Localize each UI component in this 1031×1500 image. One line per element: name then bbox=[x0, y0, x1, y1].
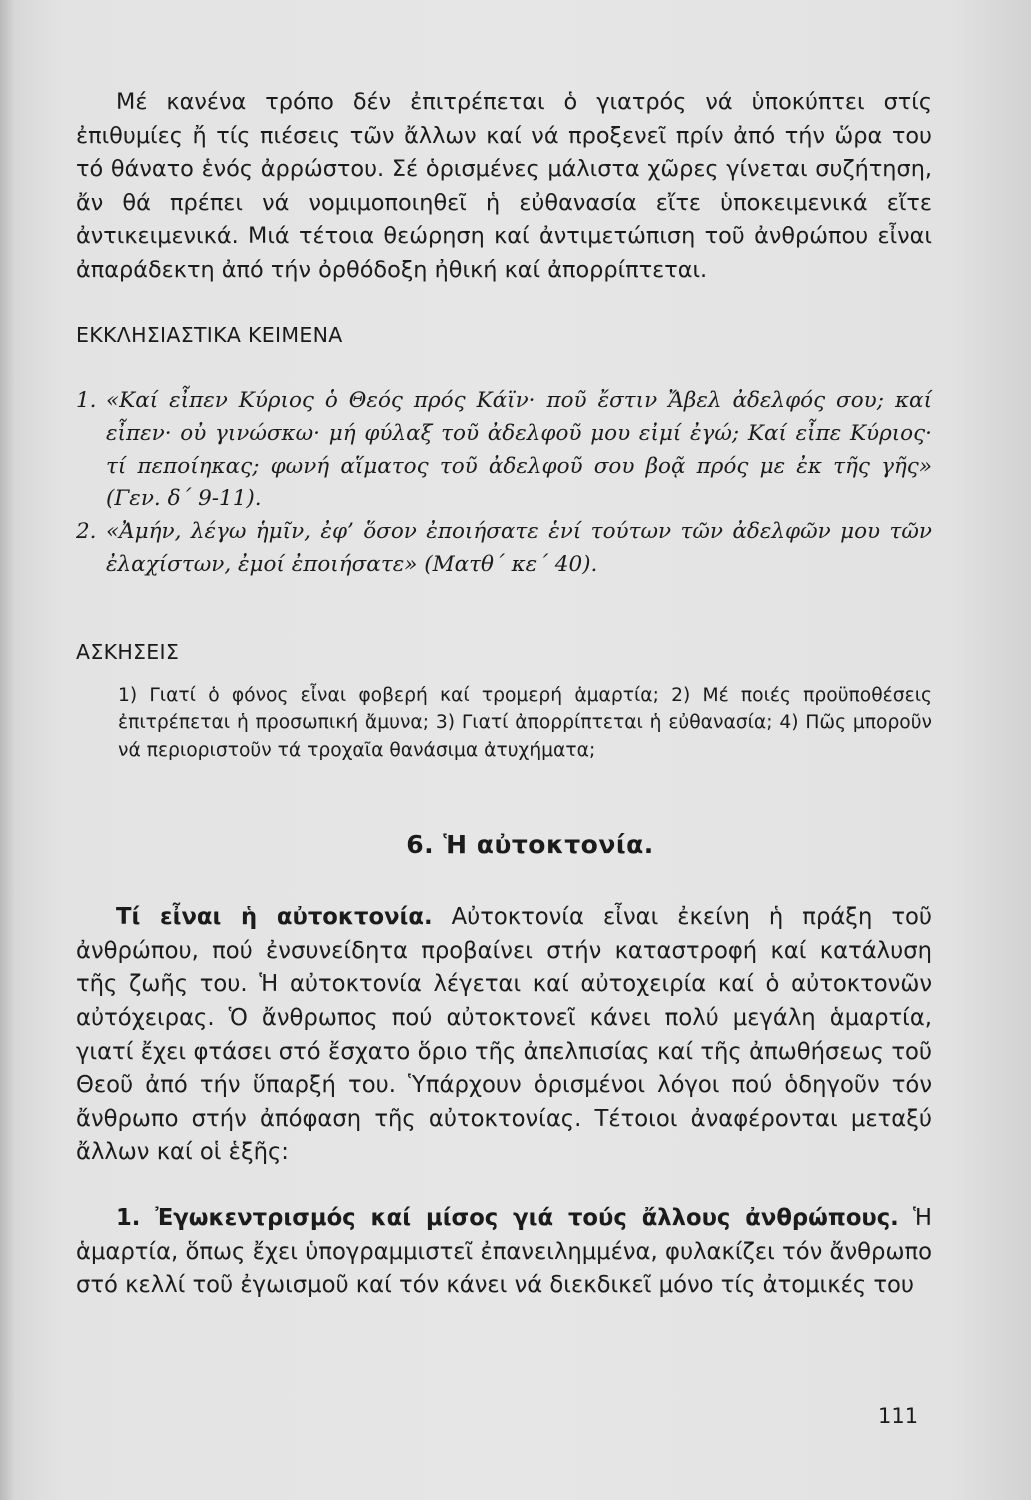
definition-paragraph bbox=[76, 901, 932, 1170]
reason-1-text: Ἡ ἁμαρτία, ὅπως ἔχει ὑπογραμμιστεῖ ἐπανειλημμένα, φυλακίζει τόν ἄνθρωπο στό κελλί τοῦ ἐγωισμοῦ καί τόν κάνει νά διεκδικεῖ μόνο τίς ἀτομικές του bbox=[76, 1205, 932, 1299]
definition-text: Αὐτοκτονία εἶναι ἐκείνη ἡ πράξη τοῦ ἀνθρώπου, πού ἐνσυνείδητα προβαίνει στήν καταστροφή καί κατάλυση τῆς ζωῆς του. Ἡ αὐτοκτονία λέγεται καί αὐτοχειρία καί ὁ αὐτοκτονῶν αὐτόχειρας. Ὁ ἄνθρωπος πού αὐτοκτονεῖ κάνει πολύ μεγάλη ἁμαρτία, γιατί ἔχει φτάσει στό ἔσχατο ὅριο τῆς ἀπελπισίας καί τῆς ἀπωθήσεως τοῦ Θεοῦ ἀπό τήν ὕπαρξή του. Ὑπάρχουν ὁρισμένοι λόγοι πού ὁδηγοῦν τόν ἄνθρωπο στήν ἀπόφαση τῆς αὐτοκτονίας. Τέτοιοι ἀναφέρονται μεταξύ ἄλλων καί οἱ ἑξῆς: bbox=[76, 904, 933, 1166]
page-spine-shadow bbox=[0, 0, 14, 1500]
page-content bbox=[76, 86, 932, 1303]
reason-1-paragraph bbox=[76, 1202, 932, 1303]
church-text-item bbox=[76, 516, 932, 582]
exercises-heading: ΑΣΚΗΣΕΙΣ bbox=[76, 639, 180, 664]
church-text-quote: «Καί εἶπεν Κύριος ὁ Θεός πρός Κάϊν· ποῦ ἔστιν Ἄβελ ἀδελφός σου; καί εἶπεν· οὐ γινώσκω· μή φύλαξ τοῦ ἀδελφοῦ μου εἰμί ἐγώ; Καί εἶπε Κύριος· τί πεποίηκας; φωνή αἵματος τοῦ ἀδελφοῦ σου βοᾷ πρός με ἐκ τῆς γῆς» (Γεν. δ΄ 9-11). bbox=[106, 388, 932, 512]
exercises-text: 1) Γιατί ὁ φόνος εἶναι φοβερή καί τρομερή ἁμαρτία; 2) Μέ ποιές προϋποθέσεις ἐπιτρέπεται ἡ προσωπική ἄμυνα; 3) Γιατί ἀπορρίπτεται ἡ εὐθανασία; 4) Πῶς μποροῦν νά περιοριστοῦν τά τροχαῖα θανάσιμα ἀτυχήματα; bbox=[118, 684, 932, 761]
church-texts-heading: ΕΚΚΛΗΣΙΑΣΤΙΚΑ ΚΕΙΜΕΝΑ bbox=[76, 323, 343, 347]
church-text-number: 1. bbox=[76, 388, 97, 413]
reason-1-lead: 1. Ἐγωκεντρισμός καί μίσος γιά τούς ἄλλους ἀνθρώπους. bbox=[116, 1205, 899, 1232]
definition-lead: Τί εἶναι ἡ αὐτοκτονία. bbox=[116, 904, 433, 931]
church-text-item bbox=[76, 385, 932, 516]
church-texts-list bbox=[76, 385, 932, 582]
top-paragraph: Μέ κανένα τρόπο δέν ἐπιτρέπεται ὁ γιατρός νά ὑποκύπτει στίς ἐπιθυμίες ἤ τίς πιέσεις τῶν ἄλλων καί νά προξενεῖ πρίν ἀπό τήν ὥρα του τό θάνατο ἑνός ἀρρώστου. Σέ ὁρισμένες μάλιστα χῶρες γίνεται συζήτηση, ἄν θά πρέπει νά νομιμοποιηθεῖ ἡ εὐθανασία εἴτε ὑποκειμενικά εἴτε ἀντικειμενικά. Μιά τέτοια θεώρηση καί ἀντιμετώπιση τοῦ ἀνθρώπου εἶναι ἀπαράδεκτη ἀπό τήν ὀρθόδοξη ἠθική καί ἀπορρίπτεται. bbox=[76, 89, 932, 283]
chapter-title: 6. Ἡ αὐτοκτονία. bbox=[406, 830, 654, 860]
church-text-number: 2. bbox=[76, 519, 97, 545]
page-number: 111 bbox=[878, 1404, 919, 1428]
church-text-quote: «Ἀμήν, λέγω ἡμῖν, ἐφ’ ὅσον ἐποιήσατε ἑνί τούτων τῶν ἀδελφῶν μου τῶν ἐλαχίστων, ἐμοί ἐποιήσατε» (Ματθ΄ κε΄ 40). bbox=[106, 519, 932, 577]
